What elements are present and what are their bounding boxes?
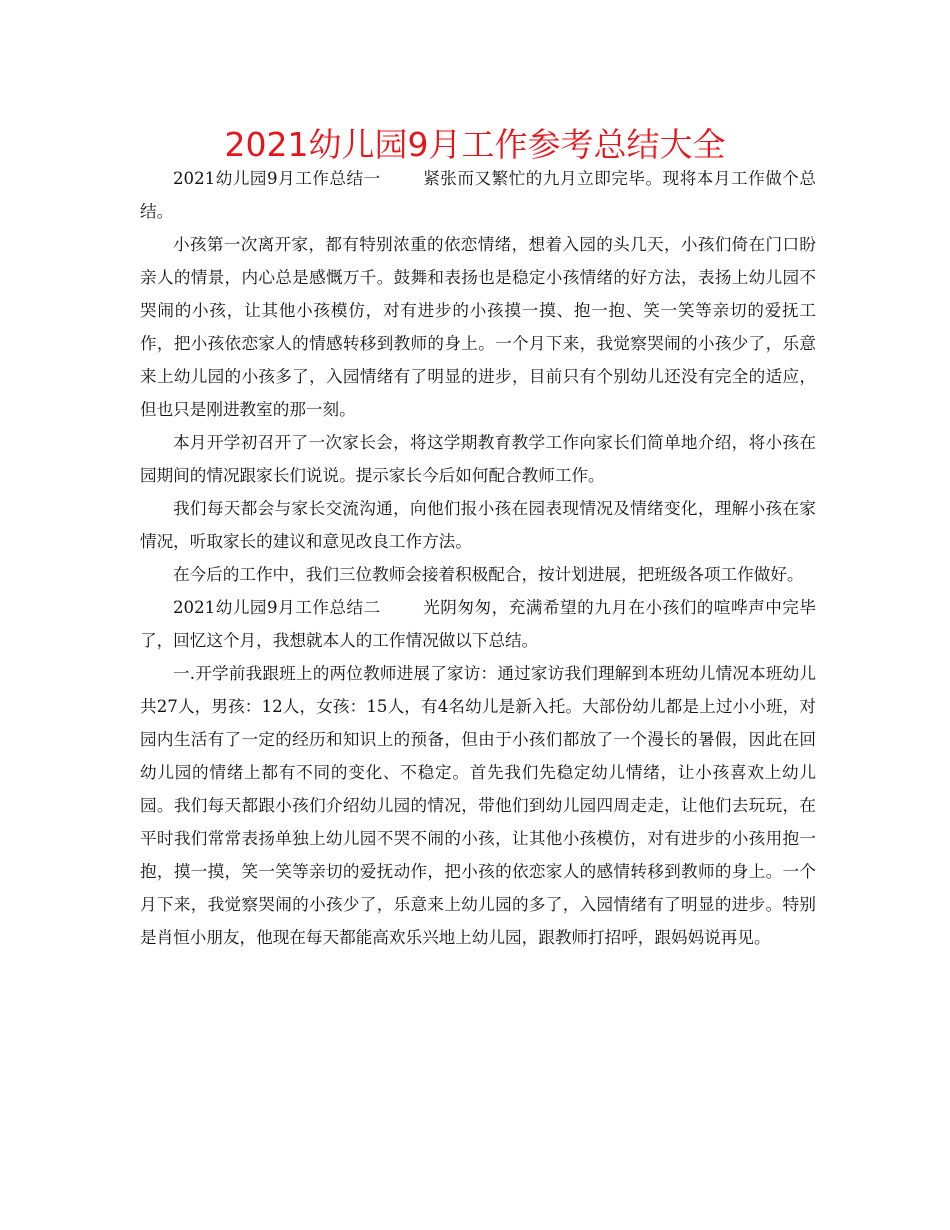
paragraph-2 [140,228,816,426]
paragraph-text: 小孩第一次离开家，都有特别浓重的依恋情绪，想着入园的头几天，小孩们倚在门口盼亲人的情景，内心总是感慨万千。鼓舞和表扬也是稳定小孩情绪的好方法，表扬上幼儿园不哭闹的小孩，让其他小孩模仿，对有进步的小孩摸一摸、抱一抱、笑一笑等亲切的爱抚工作，把小孩依恋家人的情感转移到教师的身上。一个月下来，我觉察哭闹的小孩少了，乐意来上幼儿园的小孩多了，入园情绪有了明显的进步，目前只有个别幼儿还没有完全的适应，但也只是刚进教室的那一刻。 [140,235,816,419]
paragraph-text: 我们每天都会与家长交流沟通，向他们报小孩在园表现情况及情绪变化，理解小孩在家情况，听取家长的建议和意见改良工作方法。 [140,499,816,551]
paragraph-text: 紧张而又繁忙的九月立即完毕。现将本月工作做个总结。 [140,169,816,221]
section-heading-1: 2021幼儿园9月工作总结一 [173,169,381,188]
document-title: 2021幼儿园9月工作参考总结大全 [224,125,726,164]
document-body [140,162,816,954]
paragraph-text: 本月开学初召开了一次家长会，将这学期教育教学工作向家长们简单地介绍，将小孩在园期间的情况跟家长们说说。提示家长今后如何配合教师工作。 [140,433,816,485]
paragraph-5 [140,558,816,591]
paragraph-text: 光阴匆匆，充满希望的九月在小孩们的喧哗声中完毕了，回忆这个月，我想就本人的工作情况做以下总结。 [140,598,816,650]
paragraph-3 [140,426,816,492]
paragraph-text: 在今后的工作中，我们三位教师会接着积极配合，按计划进展，把班级各项工作做好。 [173,565,804,584]
section-heading-2: 2021幼儿园9月工作总结二 [173,598,381,617]
paragraph-1 [140,162,816,228]
paragraph-text: 一.开学前我跟班上的两位教师进展了家访：通过家访我们理解到本班幼儿情况本班幼儿共27人，男孩：12人，女孩：15人，有4名幼儿是新入托。大部份幼儿都是上过小小班，对园内生活有了一定的经历和知识上的预备，但由于小孩们都放了一个漫长的暑假，因此在回幼儿园的情绪上都有不同的变化、不稳定。首先我们先稳定幼儿情绪，让小孩喜欢上幼儿园。我们每天都跟小孩们介绍幼儿园的情况，带他们到幼儿园四周走走，让他们去玩玩，在平时我们常常表扬单独上幼儿园不哭不闹的小孩，让其他小孩模仿，对有进步的小孩用抱一抱，摸一摸，笑一笑等亲切的爱抚动作，把小孩的依恋家人的感情转移到教师的身上。一个月下来，我觉察哭闹的小孩少了，乐意来上幼儿园的多了，入园情绪有了明显的进步。特别是肖恒小朋友，他现在每天都能高欢乐兴地上幼儿园，跟教师打招呼，跟妈妈说再见。 [140,664,816,947]
paragraph-4 [140,492,816,558]
paragraph-6 [140,591,816,657]
paragraph-7 [140,657,816,954]
